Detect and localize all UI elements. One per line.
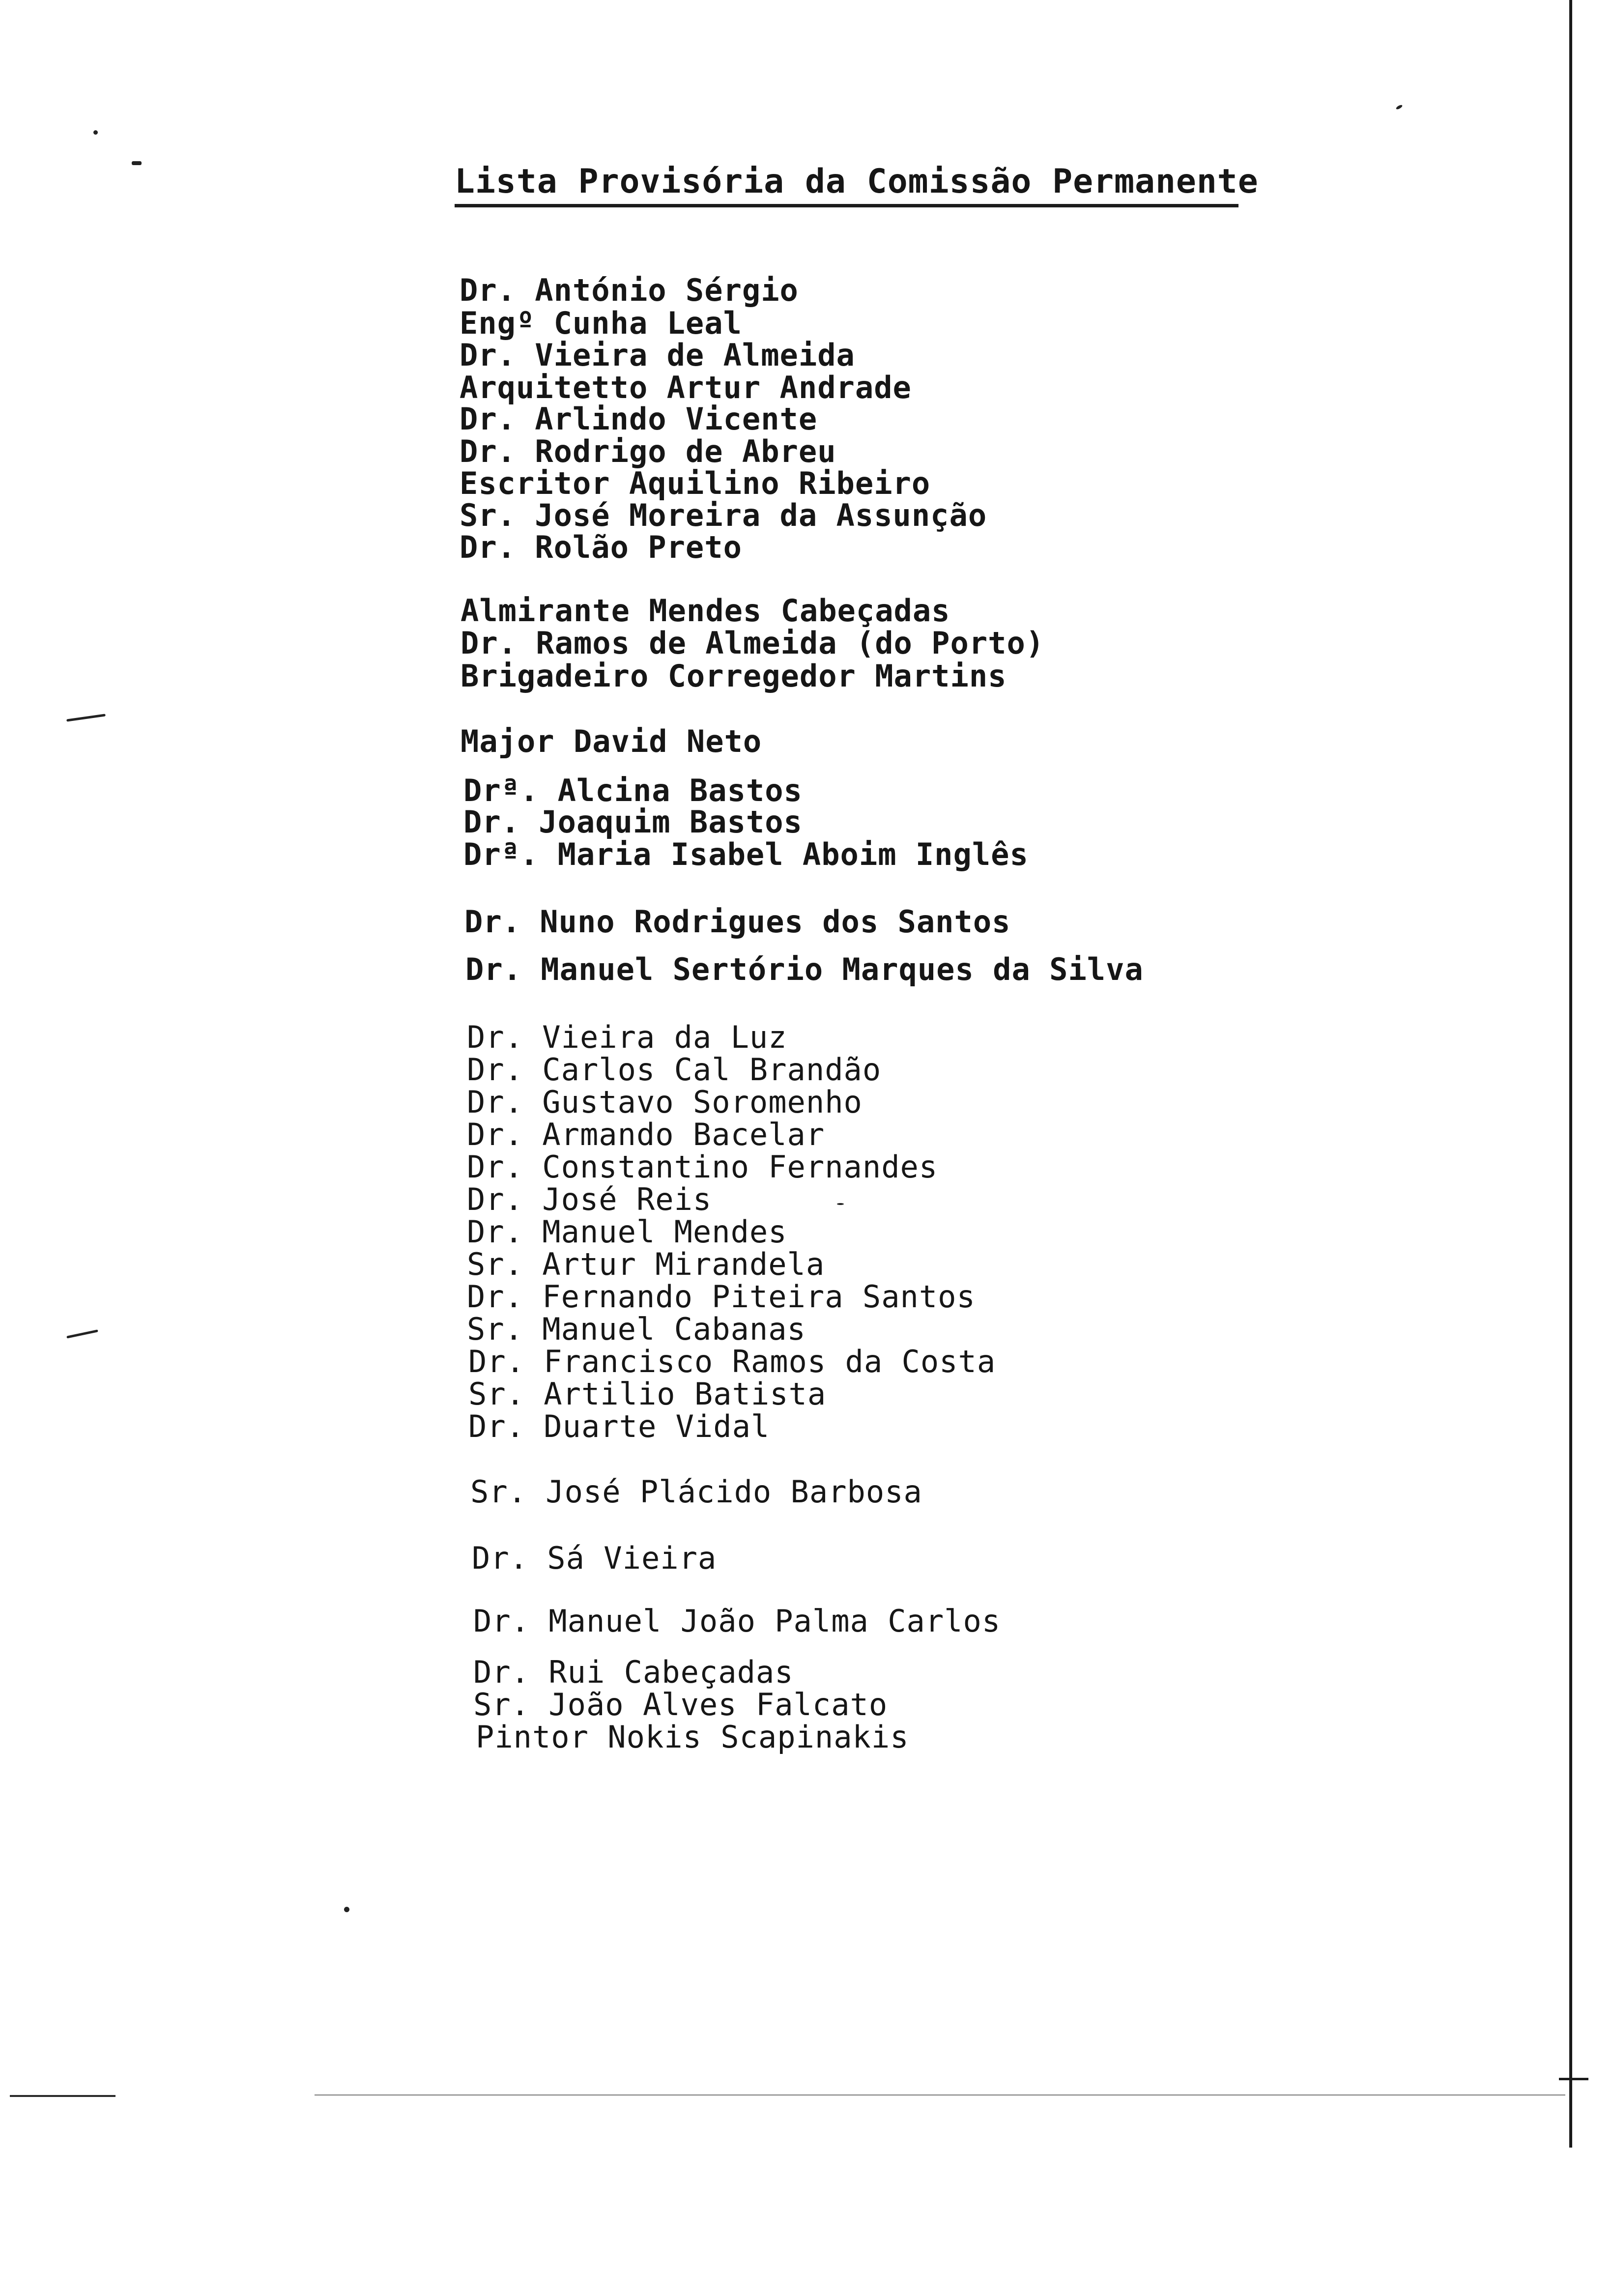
name-entry: Engº Cunha Leal [460, 305, 742, 341]
name-entry: Sr. João Alves Falcato [473, 1687, 888, 1722]
name-entry: Pintor Nokis Scapinakis [476, 1719, 909, 1755]
page-edge-line [1569, 0, 1572, 2148]
name-entry: Dr. Ramos de Almeida (do Porto) [461, 625, 1045, 661]
margin-line-left [10, 2095, 115, 2097]
scan-speck [1395, 104, 1403, 110]
name-entry: Major David Neto [461, 723, 762, 759]
name-entry: Dr. Manuel Mendes [467, 1214, 787, 1250]
name-entry: Dr. Rolão Preto [460, 529, 742, 565]
title-underline [455, 204, 1238, 207]
name-entry: Arquitetto Artur Andrade [460, 370, 912, 405]
name-entry: Dr. Rodrigo de Abreu [460, 433, 836, 469]
scan-mark [132, 161, 142, 165]
name-entry: Dr. José Reis [467, 1181, 712, 1217]
name-entry: Dr. Vieira de Almeida [460, 337, 855, 373]
scan-mark [66, 1329, 98, 1338]
name-entry: Brigadeiro Corregedor Martins [461, 658, 1007, 694]
name-entry: Dr. Gustavo Soromenho [467, 1084, 863, 1120]
name-entry: Sr. Manuel Cabanas [467, 1311, 806, 1347]
name-entry: Drª. Alcina Bastos [463, 773, 803, 808]
name-entry: Dr. António Sérgio [460, 272, 799, 308]
name-entry: Dr. Sá Vieira [472, 1540, 717, 1576]
scan-speck [344, 1907, 349, 1912]
name-entry: Sr. Artilio Batista [468, 1376, 827, 1412]
scan-speck [93, 130, 98, 135]
name-entry: Almirante Mendes Cabeçadas [461, 593, 950, 629]
name-entry: Sr. José Plácido Barbosa [470, 1474, 922, 1510]
name-entry: Dr. Joaquim Bastos [463, 804, 803, 840]
name-entry: Sr. José Moreira da Assunção [460, 497, 987, 533]
scan-speck [837, 1203, 844, 1205]
name-entry: Dr. Manuel João Palma Carlos [473, 1603, 1001, 1639]
name-entry: Dr. Rui Cabeçadas [473, 1654, 794, 1690]
name-entry: Dr. Armando Bacelar [467, 1117, 825, 1152]
name-entry: Dr. Fernando Piteira Santos [467, 1279, 976, 1315]
name-entry: Dr. Carlos Cal Brandão [467, 1052, 882, 1088]
name-entry: Escritor Aquilino Ribeiro [460, 465, 931, 501]
name-entry: Dr. Vieira da Luz [467, 1019, 787, 1055]
page-edge-tick [1559, 2078, 1588, 2080]
scan-mark [66, 714, 106, 721]
name-entry: Dr. Constantino Fernandes [467, 1149, 938, 1185]
name-entry: Dr. Manuel Sertório Marques da Silva [465, 951, 1144, 987]
name-entry: Dr. Arlindo Vicente [460, 401, 818, 437]
name-entry: Dr. Duarte Vidal [468, 1408, 770, 1444]
name-entry: Dr. Francisco Ramos da Costa [468, 1344, 996, 1379]
name-entry: Dr. Nuno Rodrigues dos Santos [464, 904, 1011, 940]
name-entry: Drª. Maria Isabel Aboim Inglês [463, 836, 1029, 872]
name-entry: Sr. Artur Mirandela [467, 1246, 825, 1282]
document-title: Lista Provisória da Comissão Permanente [455, 162, 1259, 201]
